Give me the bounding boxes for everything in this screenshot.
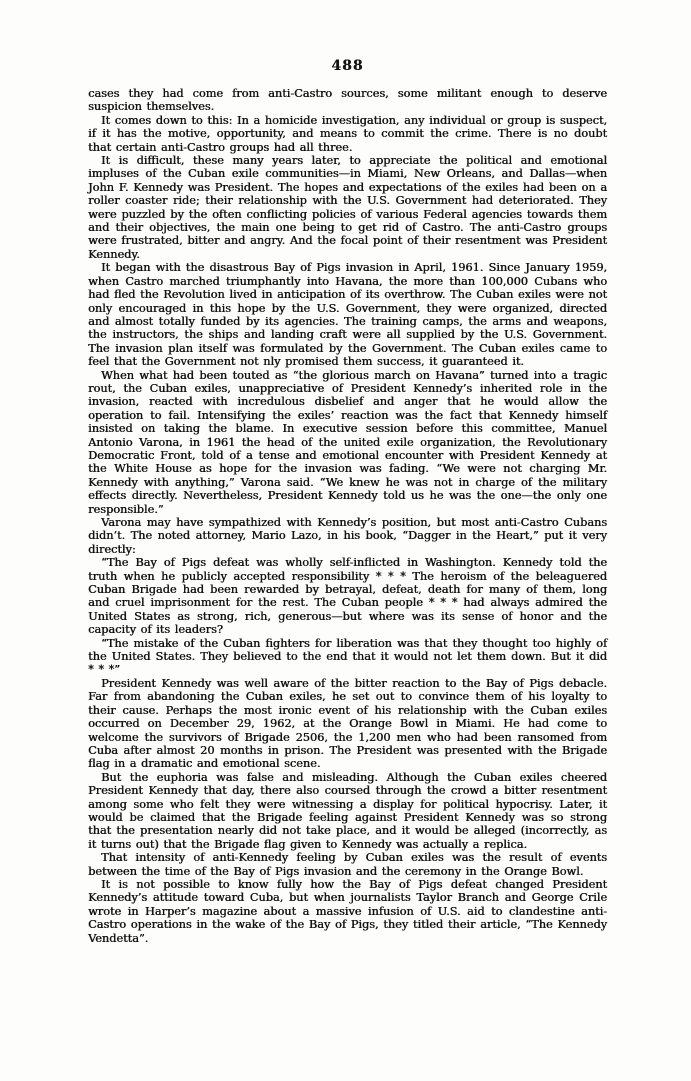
paragraph: But the euphoria was false and misleading. Although the Cuban exiles cheered President Kennedy that day, there also coursed through the crowd a bitter resentment among some who felt they were witnessing a display for political hypocrisy. Later, it would be claimed that the Brigade feeling against President Kennedy was so strong that the presentation nearly did not take place, and it would be alleged (incorrectly, as it turns out) that the Brigade flag given to Kennedy was actually a replica. [88,770,607,851]
paragraph: It is not possible to know fully how the Bay of Pigs defeat changed President Kennedy’s attitude toward Cuba, but when journalists Taylor Branch and George Crile wrote in Harper’s magazine about a massive infusion of U.S. aid to clandestine anti-Castro operations in the wake of the Bay of Pigs, they titled their article, “The Kennedy Vendetta”. [88,877,607,945]
paragraph: “The Bay of Pigs defeat was wholly self-inflicted in Washington. Kennedy told the truth when he publicly accepted responsibility * * * The heroism of the beleaguered Cuban Brigade had been rewarded by betrayal, defeat, death for many of them, long and cruel imprisonment for the rest. The Cuban people * * * had always admired the United States as strong, rich, generous—but where was its sense of honor and the capacity of its leaders? [88,556,607,637]
paragraph: “The mistake of the Cuban fighters for liberation was that they thought too highly of the United States. They believed to the end that it would not let them down. But it did * * *” [88,636,607,677]
paragraph: Varona may have sympathized with Kennedy’s position, but most anti-Castro Cubans didn’t. The noted attorney, Mario Lazo, in his book, “Dagger in the Heart,” put it very directly: [88,516,607,556]
paragraph: It is difficult, these many years later, to appreciate the political and emotional impluses of the Cuban exile communities—in Miami, New Orleans, and Dallas—when John F. Kennedy was President. The hopes and expectations of the exiles had been on a roller coaster ride; their relationship with the U.S. Government had deteriorated. They were puzzled by the often conflicting policies of various Federal agencies towards them and their objectives, the main one being to get rid of Castro. The anti-Castro groups were frustrated, bitter and angry. And the focal point of their resentment was President Kennedy. [88,154,607,261]
paragraph: It began with the disastrous Bay of Pigs invasion in April, 1961. Since January 1959, when Castro marched triumphantly into Havana, the more than 100,000 Cubans who had fled the Revolution lived in anticipation of its overthrow. The Cuban exiles were not only encouraged in this hope by the U.S. Government, they were organized, directed and almost totally funded by its agencies. The training camps, the arms and weapons, the instructors, the ships and landing craft were all supplied by the U.S. Government. The invasion plan itself was formulated by the Government. The Cuban exiles came to feel that the Government not nly promised them success, it guaranteed it. [88,261,607,369]
page-body [88,87,607,945]
page-number: 488 [331,58,364,74]
paragraph: When what had been touted as “the glorious march on Havana” turned into a tragic rout, the Cuban exiles, unappreciative of President Kennedy’s inherited role in the invasion, reacted with incredulous disbelief and anger that he would allow the operation to fail. Intensifying the exiles’ reaction was the fact that Kennedy himself insisted on taking the blame. In executive session before this committee, Manuel Antonio Varona, in 1961 the head of the united exile organization, the Revolutionary Democratic Front, told of a tense and emotional encounter with President Kennedy at the White House as hope for the invasion was fading. “We were not charging Mr. Kennedy with anything,” Varona said. “We knew he was not in charge of the military effects directly. Nevertheless, President Kennedy told us he was the one—the only one responsible.” [88,368,607,516]
paragraph: It comes down to this: In a homicide investigation, any individual or group is suspect, if it has the motive, opportunity, and means to commit the crime. There is no doubt that certain anti-Castro groups had all three. [88,113,607,154]
paragraph: cases they had come from anti-Castro sources, some militant enough to deserve suspicion themselves. [88,87,607,114]
paragraph: President Kennedy was well aware of the bitter reaction to the Bay of Pigs debacle. Far from abandoning the Cuban exiles, he set out to convince them of his loyalty to their cause. Perhaps the most ironic event of his relationship with the Cuban exiles occurred on December 29, 1962, at the Orange Bowl in Miami. He had come to welcome the survivors of Brigade 2506, the 1,200 men who had been ransomed from Cuba after almost 20 months in prison. The President was presented with the Brigade flag in a dramatic and emotional scene. [88,676,607,771]
paragraph: That intensity of anti-Kennedy feeling by Cuban exiles was the result of events between the time of the Bay of Pigs invasion and the ceremony in the Orange Bowl. [88,851,607,878]
